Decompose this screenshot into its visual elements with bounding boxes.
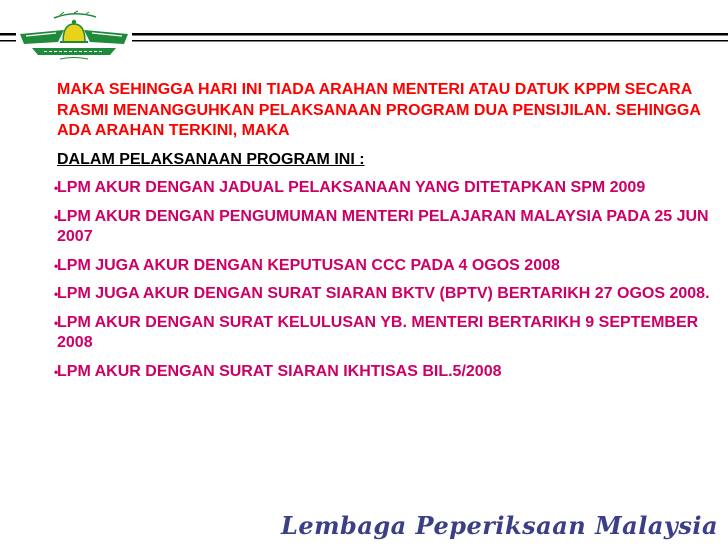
list-item: [54, 362, 717, 383]
bullet-icon: •: [54, 258, 59, 273]
list-item: [54, 284, 717, 305]
bullet-icon: •: [54, 364, 59, 379]
list-item: [54, 178, 717, 199]
list-item-text: LPM AKUR DENGAN PENGUMUMAN MENTERI PELAJARAN MALAYSIA PADA 25 JUN 2007: [57, 207, 709, 245]
list-item: [54, 207, 717, 248]
list-item-text: LPM JUGA AKUR DENGAN SURAT SIARAN BKTV (BPTV) BERTARIKH 27 OGOS 2008.: [57, 285, 710, 302]
intro-paragraph: MAKA SEHINGGA HARI INI TIADA ARAHAN MENTERI ATAU DATUK KPPM SECARA RASMI MENANGGUHKAN PELAKSANAAN PROGRAM DUA PENSIJILAN. SEHINGGA ADA ARAHAN TERKINI, MAKA: [57, 81, 701, 139]
list-item-text: LPM AKUR DENGAN SURAT SIARAN IKHTISAS BIL.5/2008: [57, 362, 502, 380]
lembaga-peperiksaan-emblem-icon: [14, 8, 134, 60]
bullet-icon: •: [54, 315, 59, 330]
bullet-icon: •: [54, 209, 59, 224]
bullet-icon: •: [54, 181, 59, 195]
slide-content: [54, 80, 717, 390]
bullet-icon: •: [54, 287, 59, 301]
list-item: [54, 256, 717, 277]
section-heading: DALAM PELAKSANAAN PROGRAM INI :: [57, 150, 365, 168]
footer-brand: Lembaga Peperiksaan Malaysia: [281, 511, 718, 540]
list-item-text: LPM AKUR DENGAN JADUAL PELAKSANAAN YANG DITETAPKAN SPM 2009: [57, 179, 646, 196]
list-item-text: LPM JUGA AKUR DENGAN KEPUTUSAN CCC PADA 4 OGOS 2008: [57, 256, 560, 274]
list-item-text: LPM AKUR DENGAN SURAT KELULUSAN YB. MENTERI BERTARIKH 9 SEPTEMBER 2008: [57, 313, 699, 351]
bullet-list: [54, 178, 717, 382]
list-item: [54, 313, 717, 354]
